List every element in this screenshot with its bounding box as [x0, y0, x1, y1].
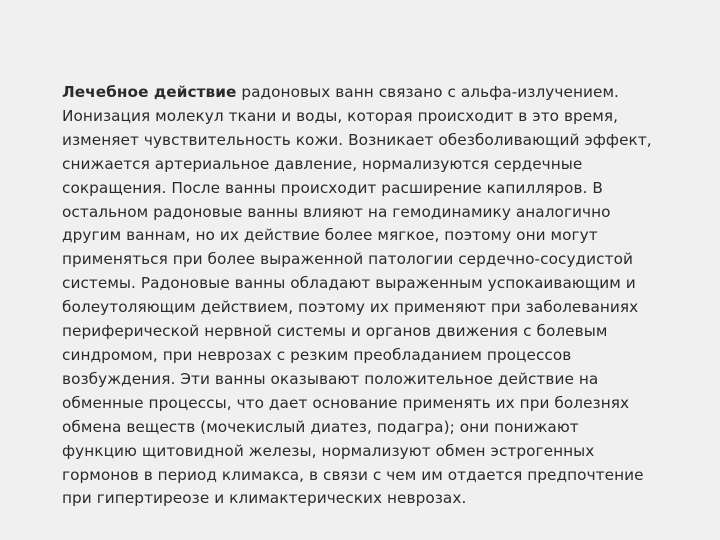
lead-term: Лечебное действие	[62, 83, 237, 101]
text-line-17: гормонов в период климакса, в связи с чем им отдается предпочтение	[62, 465, 644, 484]
text-line-4: снижается артериальное давление, нормализуются сердечные	[62, 154, 583, 173]
text-line-16: функцию щитовидной железы, нормализуют обмен эстрогенных	[62, 441, 595, 460]
text-line-3: изменяет чувствительность кожи. Возникает обезболивающий эффект,	[62, 130, 652, 149]
text-line-18: при гипертиреозе и климактерических неврозах.	[62, 489, 467, 508]
text-line-7: другим ваннам, но их действие более мягкое, поэтому они могут	[62, 226, 598, 245]
text-line-10: болеутоляющим действием, поэтому их применяют при заболеваниях	[62, 298, 639, 317]
text-line-8: применяться при более выраженной патологии сердечно-сосудистой	[62, 250, 633, 269]
text-line-2: Ионизация молекул ткани и воды, которая происходит в это время,	[62, 106, 619, 125]
text-line-1	[62, 81, 702, 105]
text-line-9: системы. Радоновые ванны обладают выраженным успокаивающим и	[62, 274, 636, 293]
text-line-11: периферической нервной системы и органов движения с болевым	[62, 322, 608, 341]
text-line-14: обменные процессы, что дает основание применять их при болезнях	[62, 393, 630, 412]
text-line-6: остальном радоновые ванны влияют на гемодинамику аналогично	[62, 202, 611, 221]
text-line-15: обмена веществ (мочекислый диатез, подагра); они понижают	[62, 417, 579, 436]
text-line-5: сокращения. После ванны происходит расширение капилляров. В	[62, 178, 603, 197]
body-paragraph	[62, 81, 702, 511]
text-line-1-rest: радоновых ванн связано с альфа-излучением.	[236, 83, 619, 101]
text-line-12: синдромом, при неврозах с резким преобладанием процессов	[62, 345, 572, 364]
text-line-13: возбуждения. Эти ванны оказывают положительное действие на	[62, 369, 599, 388]
